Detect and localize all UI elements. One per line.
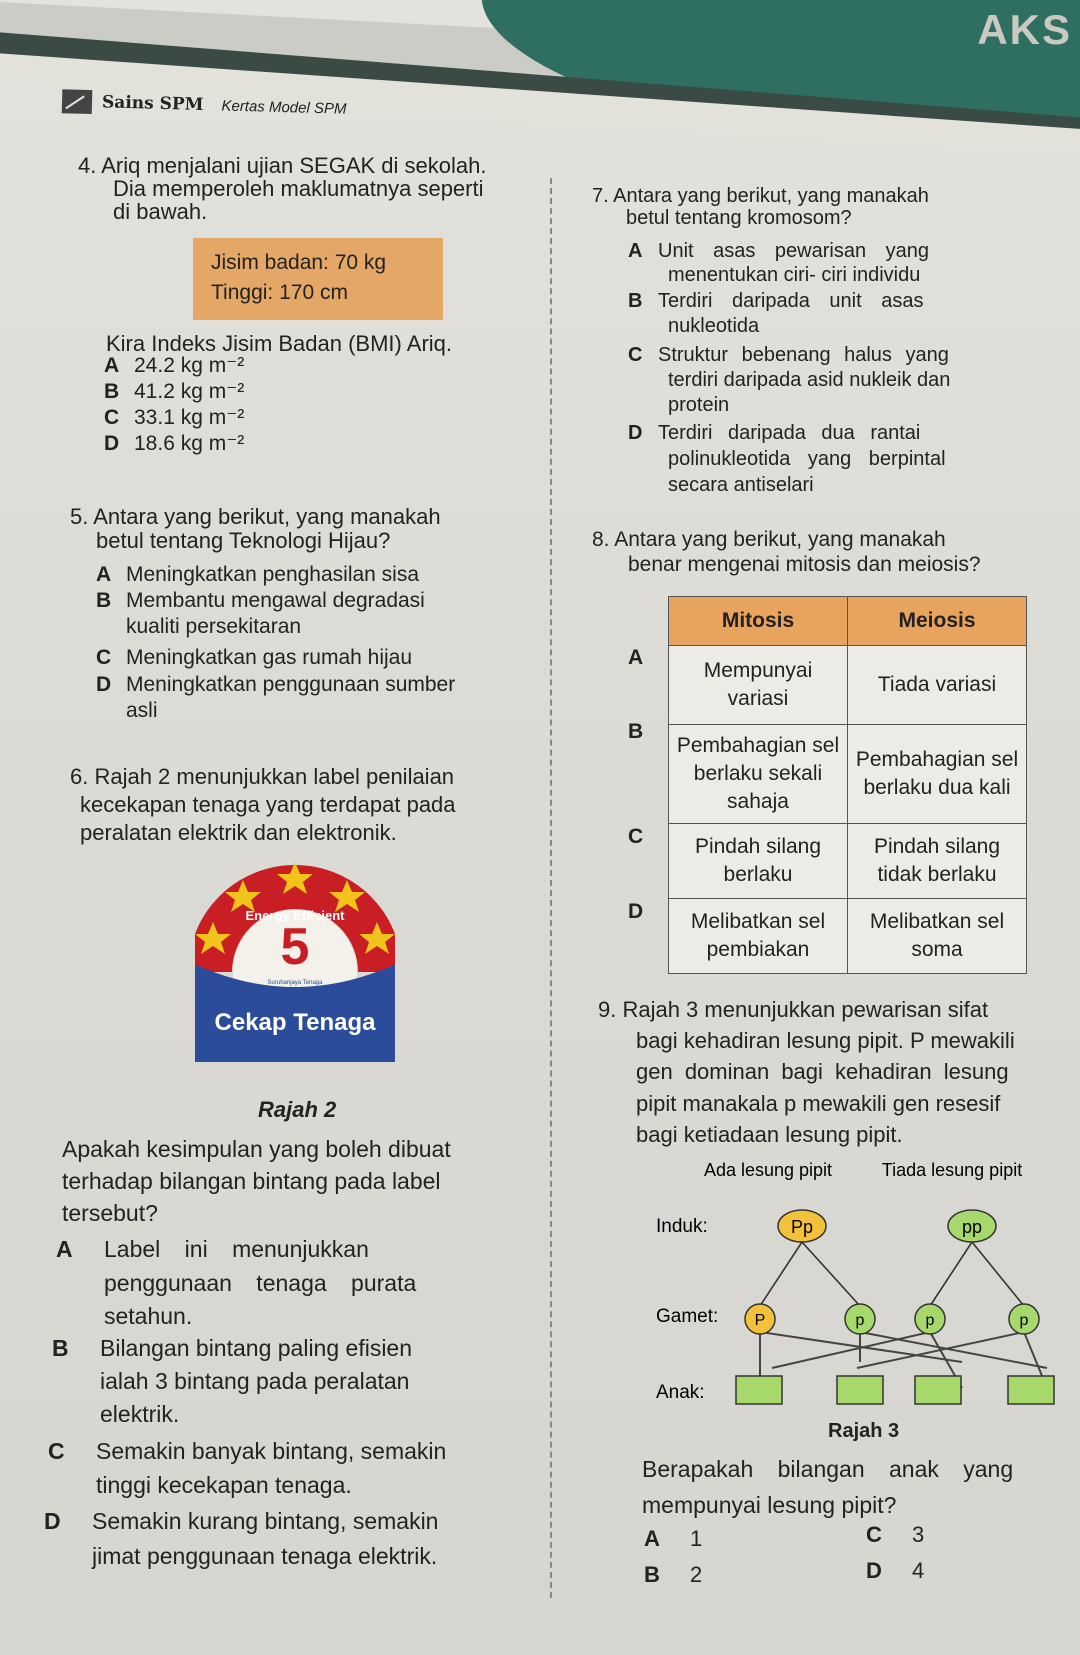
q4-info-box: [193, 238, 443, 320]
q8-row-letter-b[interactable]: B: [628, 720, 644, 743]
q7-option-a-cont: menentukan ciri- ciri individu: [668, 264, 921, 286]
table-row[interactable]: [669, 824, 1027, 899]
table-cell: Pindah silang tidak berlaku: [848, 824, 1027, 899]
q6-option-a-cont: setahun.: [104, 1303, 193, 1329]
q9-question: mempunyai lesung pipit?: [642, 1492, 897, 1518]
offspring-box: [1008, 1376, 1054, 1404]
q7-option-d-cont: polinukleotida yang berpintal: [668, 448, 946, 470]
q6-line: kecekapan tenaga yang terdapat pada: [80, 792, 456, 817]
q7-line: 7. Antara yang berikut, yang manakah: [592, 185, 929, 207]
q9-question: Berapakah bilangan anak yang: [642, 1456, 1014, 1482]
parent-genotype: pp: [961, 1217, 983, 1237]
option-letter: C: [96, 646, 112, 669]
table-cell: Melibatkan sel pembiakan: [669, 899, 848, 974]
q4-option-b[interactable]: [104, 379, 244, 405]
option-text: 41.2 kg m⁻²: [134, 380, 245, 403]
q9-option-b[interactable]: [644, 1562, 702, 1588]
q7-option-c-cont: protein: [668, 394, 730, 416]
gamete-label: p: [855, 1312, 865, 1329]
option-text: Bilangan bintang paling efisien: [100, 1335, 413, 1361]
label-ada-lesung: Ada lesung pipit: [703, 1160, 833, 1180]
gamete-label: p: [1019, 1312, 1029, 1329]
q9-line: bagi ketiadaan lesung pipit.: [636, 1122, 903, 1147]
badge-bottom-text: Cekap Tenaga: [214, 1009, 376, 1036]
q9-line: gen dominan bagi kehadiran lesung: [636, 1059, 1009, 1084]
badge-small-text: Suruhanjaya Tenaga: [267, 980, 323, 986]
q4-line: Dia memperoleh maklumatnya seperti: [113, 176, 484, 201]
q9-line: pipit manakala p mewakili gen resesif: [636, 1091, 1001, 1116]
q6-line: 6. Rajah 2 menunjukkan label penilaian: [70, 764, 455, 789]
label-tiada-lesung: Tiada lesung pipit: [881, 1160, 1023, 1180]
option-letter: C: [48, 1438, 65, 1464]
table-cell: Melibatkan sel soma: [848, 899, 1027, 974]
q6-option-b-cont: elektrik.: [100, 1401, 180, 1427]
gamete-label: P: [754, 1312, 766, 1329]
badge-top-text: Energy Efficient: [245, 908, 345, 923]
q5-option-b-cont: kualiti persekitaran: [126, 615, 302, 638]
book-icon: [62, 89, 93, 114]
table-header: Meiosis: [848, 597, 1027, 646]
q5-option-c[interactable]: [96, 645, 412, 671]
q4-option-c[interactable]: [104, 405, 244, 431]
option-letter: B: [644, 1562, 660, 1587]
option-text: 3: [912, 1522, 925, 1547]
option-text: 2: [690, 1562, 703, 1587]
table-cell: Mempunyai variasi: [669, 646, 848, 725]
q8-line: benar mengenai mitosis dan meiosis?: [628, 553, 981, 576]
q6-option-b[interactable]: [52, 1335, 412, 1361]
q6-question: tersebut?: [62, 1200, 158, 1226]
option-text: Unit asas pewarisan yang: [658, 240, 930, 262]
option-text: 18.6 kg m⁻²: [134, 432, 245, 455]
q8-row-letter-a[interactable]: A: [628, 646, 644, 669]
q7-option-a[interactable]: [628, 238, 929, 264]
option-text: 24.2 kg m⁻²: [134, 354, 245, 377]
q6-option-a-cont: penggunaan tenaga purata: [104, 1270, 417, 1296]
q8-row-letter-c[interactable]: C: [628, 825, 644, 848]
option-letter: C: [628, 344, 643, 366]
option-text: 1: [690, 1526, 703, 1551]
option-text: Semakin kurang bintang, semakin: [92, 1508, 439, 1534]
q7-option-d-cont: secara antiselari: [668, 474, 814, 496]
q5-line: betul tentang Teknologi Hijau?: [96, 528, 391, 553]
option-letter: B: [96, 589, 112, 612]
option-letter: A: [644, 1526, 660, 1551]
q4-option-d[interactable]: [104, 431, 244, 457]
q5-line: 5. Antara yang berikut, yang manakah: [70, 504, 441, 529]
gamete-label: p: [925, 1312, 935, 1329]
option-text: 33.1 kg m⁻²: [134, 406, 245, 429]
q8-line: 8. Antara yang berikut, yang manakah: [592, 528, 946, 551]
label-anak: Anak:: [656, 1382, 705, 1403]
option-letter: A: [96, 563, 112, 586]
figure-caption-rajah-2: Rajah 2: [258, 1097, 337, 1122]
q9-option-a[interactable]: [644, 1526, 702, 1552]
q8-row-letter-d[interactable]: D: [628, 900, 644, 923]
badge-number: 5: [280, 918, 310, 976]
option-text: Semakin banyak bintang, semakin: [96, 1438, 447, 1464]
table-header: Mitosis: [669, 597, 848, 646]
q6-option-d[interactable]: [44, 1508, 438, 1534]
book-edge-decoration: AKS: [0, 0, 1080, 150]
table-cell: Pembahagian sel berlaku dua kali: [848, 725, 1027, 824]
q6-question: Apakah kesimpulan yang boleh dibuat: [62, 1136, 451, 1162]
option-text: Struktur bebenang halus yang: [658, 344, 949, 366]
table-row[interactable]: [669, 725, 1027, 824]
option-text: Terdiri daripada unit asas: [658, 290, 924, 312]
option-text: Label ini menunjukkan: [104, 1236, 369, 1262]
option-letter: B: [104, 380, 120, 403]
inheritance-diagram: [652, 1158, 1072, 1418]
option-text: Membantu mengawal degradasi: [126, 589, 425, 612]
offspring-box: [915, 1376, 961, 1404]
option-text: Meningkatkan gas rumah hijau: [126, 646, 413, 669]
q6-option-b-cont: ialah 3 bintang pada peralatan: [100, 1368, 410, 1394]
option-text: Meningkatkan penghasilan sisa: [126, 563, 420, 586]
q7-option-c[interactable]: [628, 342, 949, 368]
q4-question: Kira Indeks Jisim Badan (BMI) Ariq.: [106, 331, 453, 356]
q5-option-d[interactable]: [96, 672, 455, 698]
option-letter: D: [44, 1508, 61, 1534]
option-letter: A: [628, 240, 643, 262]
label-gamet: Gamet:: [656, 1306, 719, 1327]
energy-efficiency-label: [195, 862, 395, 1062]
option-letter: A: [56, 1236, 73, 1262]
figure-caption-rajah-3: Rajah 3: [828, 1420, 900, 1442]
option-letter: C: [104, 406, 120, 429]
table-cell: Tiada variasi: [848, 646, 1027, 725]
option-letter: C: [866, 1522, 882, 1547]
q4-line: 4. Ariq menjalani ujian SEGAK di sekolah.: [78, 153, 487, 178]
option-letter: D: [866, 1558, 882, 1583]
q4-line: di bawah.: [113, 199, 208, 224]
option-letter: D: [96, 673, 112, 696]
option-letter: D: [628, 422, 643, 444]
option-letter: B: [628, 290, 643, 312]
q6-option-d-cont: jimat penggunaan tenaga elektrik.: [92, 1543, 438, 1569]
q9-option-d[interactable]: [866, 1558, 924, 1584]
table-row[interactable]: [669, 646, 1027, 725]
q7-option-b[interactable]: [628, 288, 923, 314]
parent-genotype: Pp: [790, 1217, 814, 1237]
offspring-box: [837, 1376, 883, 1404]
q6-option-c[interactable]: [48, 1438, 446, 1464]
q5-option-d-cont: asli: [126, 699, 158, 722]
option-text: 4: [912, 1558, 925, 1583]
option-text: Meningkatkan penggunaan sumber: [126, 673, 456, 696]
q7-option-c-cont: terdiri daripada asid nukleik dan: [668, 369, 951, 391]
q7-option-b-cont: nukleotida: [668, 315, 760, 337]
q6-question: terhadap bilangan bintang pada label: [62, 1168, 441, 1194]
table-cell: Pembahagian sel berlaku sekali sahaja: [669, 725, 848, 824]
mitosis-meiosis-table: [668, 596, 1027, 974]
q4-mass: Jisim badan: 70 kg: [211, 251, 387, 274]
q4-height: Tinggi: 170 cm: [211, 281, 348, 304]
q9-option-c[interactable]: [866, 1522, 924, 1548]
header-subtitle: Kertas Model SPM: [221, 96, 347, 118]
table-row[interactable]: [669, 899, 1027, 974]
q9-line: bagi kehadiran lesung pipit. P mewakili: [636, 1028, 1015, 1053]
q7-line: betul tentang kromosom?: [626, 207, 852, 229]
q6-option-a[interactable]: [56, 1236, 369, 1262]
q9-line: 9. Rajah 3 menunjukkan pewarisan sifat: [598, 997, 989, 1022]
q6-line: peralatan elektrik dan elektronik.: [80, 820, 397, 845]
header-title: Sains SPM: [101, 92, 204, 115]
option-text: Terdiri daripada dua rantai: [658, 422, 921, 444]
table-cell: Pindah silang berlaku: [669, 824, 848, 899]
offspring-box: [736, 1376, 782, 1404]
q4-option-a[interactable]: [104, 353, 244, 379]
option-letter: B: [52, 1335, 69, 1361]
q6-option-c-cont: tinggi kecekapan tenaga.: [96, 1472, 352, 1498]
option-letter: A: [104, 354, 120, 377]
q7-option-d[interactable]: [628, 420, 920, 446]
option-letter: D: [104, 432, 120, 455]
column-divider: [550, 178, 552, 1598]
q5-option-b[interactable]: [96, 588, 425, 614]
label-induk: Induk:: [656, 1216, 708, 1237]
q5-option-a[interactable]: [96, 562, 419, 588]
